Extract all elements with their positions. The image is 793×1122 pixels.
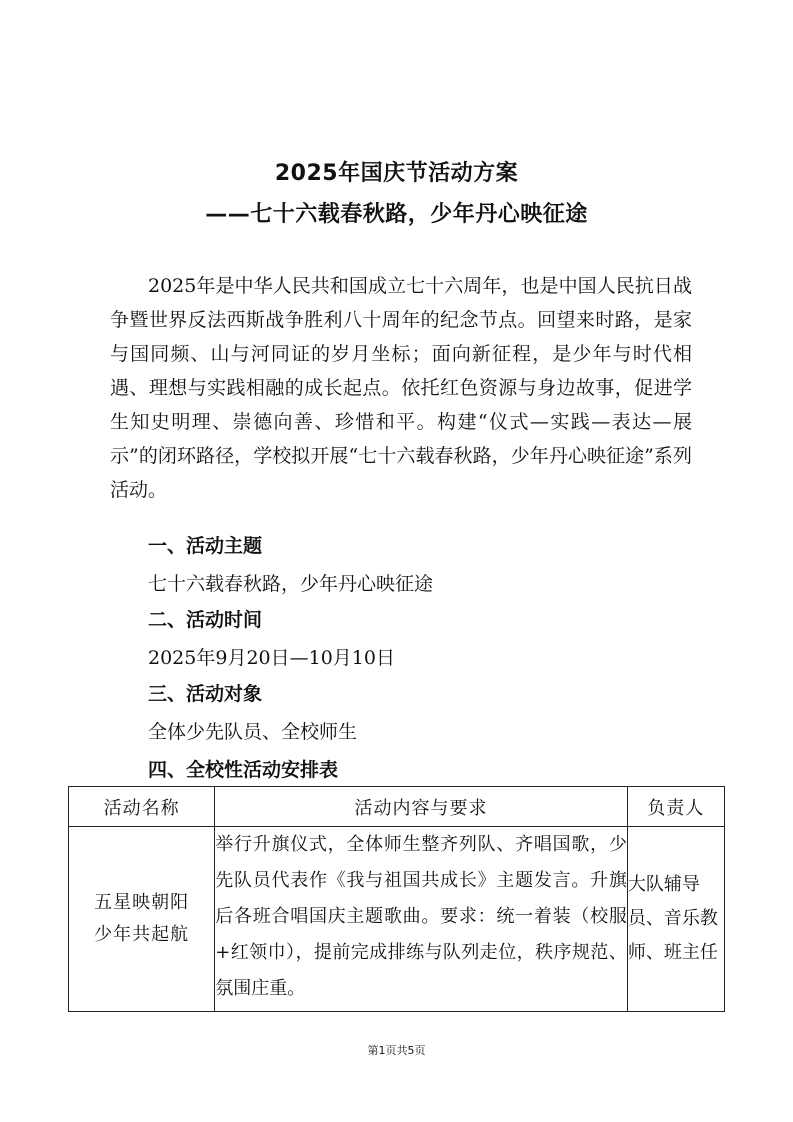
section-heading-theme: 一、活动主题 (148, 535, 263, 557)
schedule-table (68, 786, 725, 1012)
table-header-content: 活动内容与要求 (215, 787, 628, 827)
activity-content-cell: 举行升旗仪式，全体师生整齐列队、齐唱国歌，少先队员代表作《我与祖国共成长》主题发言。升旗后各班合唱国庆主题歌曲。要求：统一着装（校服+红领巾），提前完成排练与队列走位，秩序规范、氛围庄重。 (215, 827, 628, 1012)
table-header-name: 活动名称 (69, 787, 215, 827)
intro-paragraph: 2025年是中华人民共和国成立七十六周年，也是中国人民抗日战争暨世界反法西斯战争胜利八十周年的纪念节点。回望来时路，是家与国同频、山与河同证的岁月坐标；面向新征程，是少年与时代相遇、理想与实践相融的成长起点。依托红色资源与身边故事，促进学生知史明理、崇德向善、珍惜和平。构建“仪式—实践—表达—展示”的闭环路径，学校拟开展“七十六载春秋路，少年丹心映征途”系列活动。 (110, 275, 692, 501)
section-heading-audience: 三、活动对象 (148, 683, 263, 705)
table-header-row (69, 787, 725, 827)
activity-owner-cell: 大队辅导员、音乐教师、班主任 (627, 827, 724, 1012)
table-row (69, 827, 725, 1012)
table-header-owner: 负责人 (627, 787, 724, 827)
section-content-theme: 七十六载春秋路，少年丹心映征途 (148, 573, 434, 595)
section-content-audience: 全体少先队员、全校师生 (148, 721, 358, 743)
section-content-time: 2025年9月20日—10月10日 (148, 647, 395, 669)
activity-name-line: 五星映朝阳 (94, 892, 190, 913)
section-heading-schedule: 四、全校性活动安排表 (148, 759, 339, 781)
document-title: 2025年国庆节活动方案 (274, 161, 519, 186)
page-footer: 第1页共5页 (367, 1044, 426, 1057)
section-heading-time: 二、活动时间 (148, 609, 263, 631)
activity-name-cell (69, 827, 215, 1012)
activity-name-line: 少年共起航 (94, 924, 190, 945)
document-subtitle: ——七十六载春秋路，少年丹心映征途 (205, 202, 588, 227)
